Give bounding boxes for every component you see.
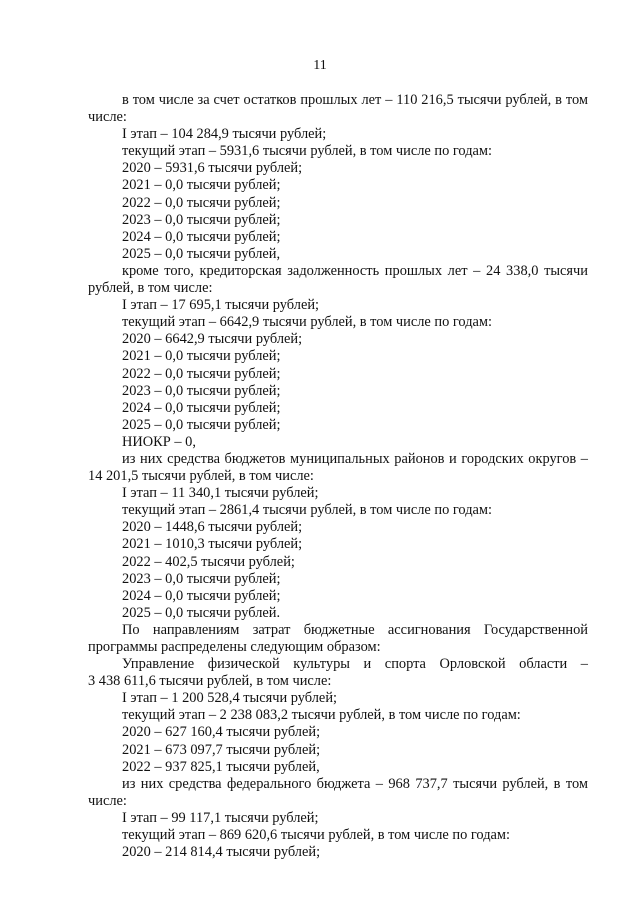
page-number: 11 (313, 58, 327, 73)
text-line: текущий этап – 5931,6 тысячи рублей, в том числе по годам: (122, 143, 493, 160)
text-line: 2024 – 0,0 тысячи рублей; (122, 587, 281, 604)
document-body (88, 92, 588, 861)
text-line: 2022 – 937 825,1 тысячи рублей, (122, 758, 320, 775)
text-line: текущий этап – 6642,9 тысячи рублей, в том числе по годам: (122, 314, 493, 331)
text-line: текущий этап – 2 238 083,2 тысячи рублей, в том числе по годам: (122, 707, 521, 724)
text-line: 2020 – 627 160,4 тысячи рублей; (122, 724, 321, 741)
text-line: 2022 – 0,0 тысячи рублей; (122, 365, 281, 382)
text-line: 2022 – 0,0 тысячи рублей; (122, 194, 281, 211)
text-line: 3 438 611,6 тысячи рублей, в том числе: (88, 673, 332, 690)
text-line: числе: (88, 792, 127, 809)
text-line: 2025 – 0,0 тысячи рублей, (122, 245, 281, 262)
text-line: 2024 – 0,0 тысячи рублей; (122, 399, 281, 416)
text-line: Управление физической культуры и спорта Орловской области – (122, 656, 588, 673)
text-line: I этап – 11 340,1 тысячи рублей; (122, 485, 319, 502)
text-line: 2025 – 0,0 тысячи рублей. (122, 604, 281, 621)
text-line: I этап – 104 284,9 тысячи рублей; (122, 126, 327, 143)
text-line: 2020 – 5931,6 тысячи рублей; (122, 160, 303, 177)
text-line: 2025 – 0,0 тысячи рублей; (122, 416, 281, 433)
text-line: 2020 – 1448,6 тысячи рублей; (122, 519, 303, 536)
text-line: 14 201,5 тысячи рублей, в том числе: (88, 468, 314, 485)
text-line: 2020 – 6642,9 тысячи рублей; (122, 331, 303, 348)
text-line: 2021 – 673 097,7 тысячи рублей; (122, 741, 321, 758)
text-line: 2024 – 0,0 тысячи рублей; (122, 228, 281, 245)
text-line: 2021 – 1010,3 тысячи рублей; (122, 536, 303, 553)
text-line: текущий этап – 2861,4 тысячи рублей, в том числе по годам: (122, 502, 493, 519)
text-line: из них средства федерального бюджета – 968 737,7 тысячи рублей, в том (122, 775, 588, 792)
text-line: I этап – 99 117,1 тысячи рублей; (122, 809, 319, 826)
text-line: НИОКР – 0, (122, 433, 196, 450)
text-line: программы распределены следующим образом: (88, 639, 381, 655)
text-line: числе: (88, 109, 127, 126)
text-line: 2021 – 0,0 тысячи рублей; (122, 177, 281, 194)
text-line: текущий этап – 869 620,6 тысячи рублей, в том числе по годам: (122, 827, 511, 844)
text-line: 2020 – 214 814,4 тысячи рублей; (122, 844, 321, 861)
text-line: рублей, в том числе: (88, 280, 213, 297)
text-line: 2023 – 0,0 тысячи рублей; (122, 382, 281, 399)
text-line: 2023 – 0,0 тысячи рублей; (122, 570, 281, 587)
text-line: из них средства бюджетов муниципальных районов и городских округов – (122, 450, 588, 467)
text-line: 2021 – 0,0 тысячи рублей; (122, 348, 281, 365)
text-line: кроме того, кредиторская задолженность прошлых лет – 24 338,0 тысячи (122, 262, 588, 279)
text-line: 2023 – 0,0 тысячи рублей; (122, 211, 281, 228)
text-line: I этап – 17 695,1 тысячи рублей; (122, 297, 320, 314)
text-line: в том числе за счет остатков прошлых лет – 110 216,5 тысячи рублей, в том (122, 92, 588, 108)
text-line: По направлениям затрат бюджетные ассигнования Государственной (122, 621, 588, 638)
text-line: I этап – 1 200 528,4 тысячи рублей; (122, 690, 338, 707)
text-line: 2022 – 402,5 тысячи рублей; (122, 553, 295, 570)
